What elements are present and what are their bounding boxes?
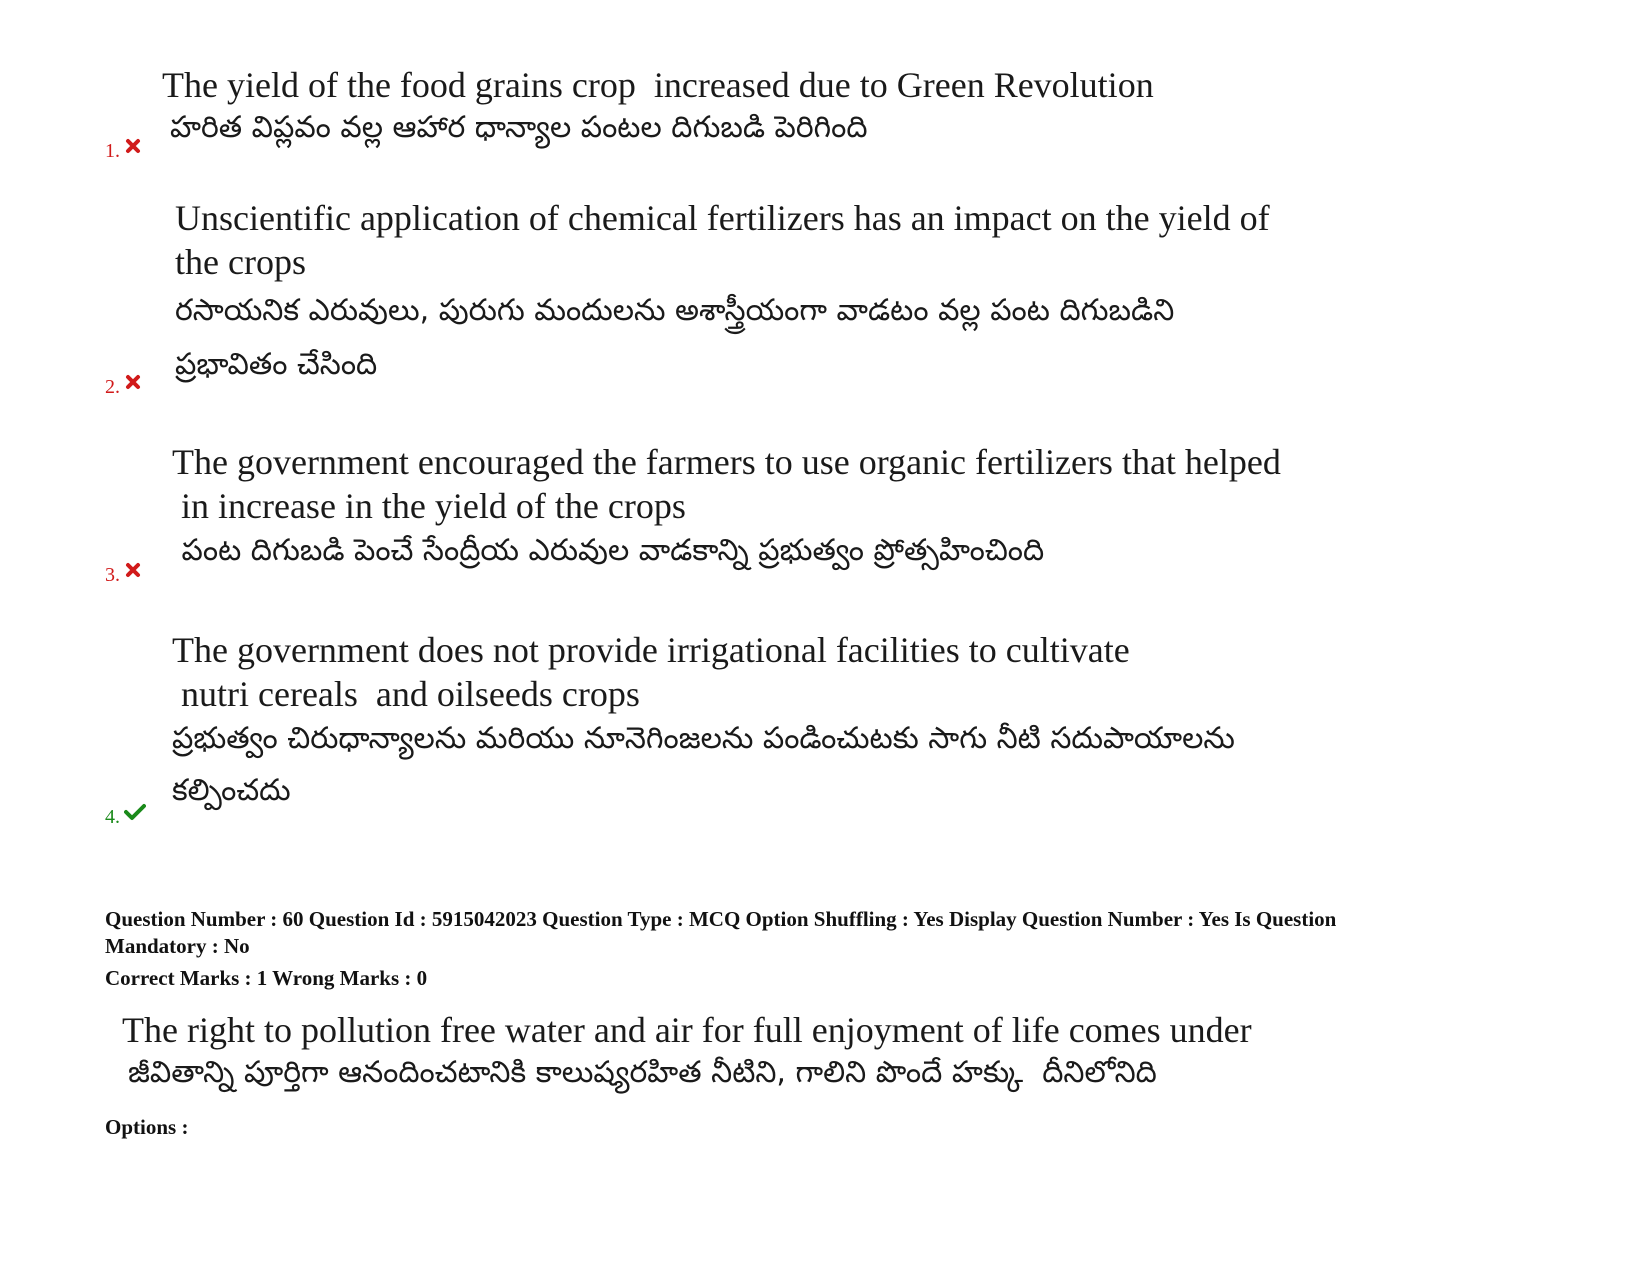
question-meta <box>105 906 1565 992</box>
option-3-number: 3. <box>105 564 120 586</box>
cross-icon <box>124 137 142 155</box>
option-3-text <box>172 440 1281 576</box>
option-3-english-line-1: The government encouraged the farmers to use organic fertilizers that helped <box>172 442 1281 482</box>
option-4-english-line-2: nutri cereals and oilseeds crops <box>172 674 640 714</box>
option-3-english-line-2: in increase in the yield of the crops <box>172 486 686 526</box>
question-telugu: జీవితాన్ని పూర్తిగా ఆనందించటానికి కాలుష్యరహిత నీటిని, గాలిని పొందే హక్కు దీనిలోనిది <box>128 1055 1157 1090</box>
option-4-text <box>172 628 1235 816</box>
cross-icon <box>124 561 142 579</box>
question-body <box>122 1008 1252 1098</box>
option-4-telugu-line-2: కల్పించదు <box>172 773 291 808</box>
option-2-marker <box>105 376 142 399</box>
option-1-text <box>162 63 1154 153</box>
question-meta-line-2: Mandatory : No <box>105 934 250 958</box>
option-1-number: 1. <box>105 140 120 162</box>
option-2-telugu-line-1: రసాయనిక ఎరువులు, పురుగు మందులను అశాస్త్రీయంగా వాడటం వల్ల పంట దిగుబడిని <box>175 293 1175 328</box>
option-3-marker <box>105 564 142 587</box>
option-2-english-line-1: Unscientific application of chemical fertilizers has an impact on the yield of <box>175 198 1270 238</box>
question-marks: Correct Marks : 1 Wrong Marks : 0 <box>105 966 428 990</box>
option-2-telugu-line-2: ప్రభావితం చేసింది <box>175 347 378 382</box>
option-1-english-line-1: The yield of the food grains crop increased due to Green Revolution <box>162 65 1154 105</box>
question-english: The right to pollution free water and air for full enjoyment of life comes under <box>122 1010 1252 1050</box>
option-1-marker <box>105 140 142 163</box>
option-4-telugu-line-1: ప్రభుత్వం చిరుధాన్యాలను మరియు నూనెగింజలను పండించుటకు సాగు నీటి సదుపాయాలను <box>172 721 1235 756</box>
options-label: Options : <box>105 1115 189 1139</box>
option-2-english-line-2: the crops <box>175 242 306 282</box>
option-1-telugu-line-1: హరిత విప్లవం వల్ల ఆహార ధాన్యాల పంటల దిగుబడి పెరిగింది <box>170 110 868 145</box>
option-2-text <box>175 196 1270 390</box>
option-4-marker <box>105 806 146 829</box>
question-meta-line-1: Question Number : 60 Question Id : 5915042023 Question Type : MCQ Option Shuffling : Yes Display Question Number : Yes Is Question <box>105 907 1337 931</box>
option-3-telugu-line-1: పంట దిగుబడి పెంచే సేంద్రీయ ఎరువుల వాడకాన్ని ప్రభుత్వం ప్రోత్సహించింది <box>172 533 1045 568</box>
cross-icon <box>124 373 142 391</box>
check-icon <box>124 803 146 821</box>
option-2-number: 2. <box>105 376 120 398</box>
option-4-english-line-1: The government does not provide irrigational facilities to cultivate <box>172 630 1130 670</box>
option-4-number: 4. <box>105 806 120 828</box>
